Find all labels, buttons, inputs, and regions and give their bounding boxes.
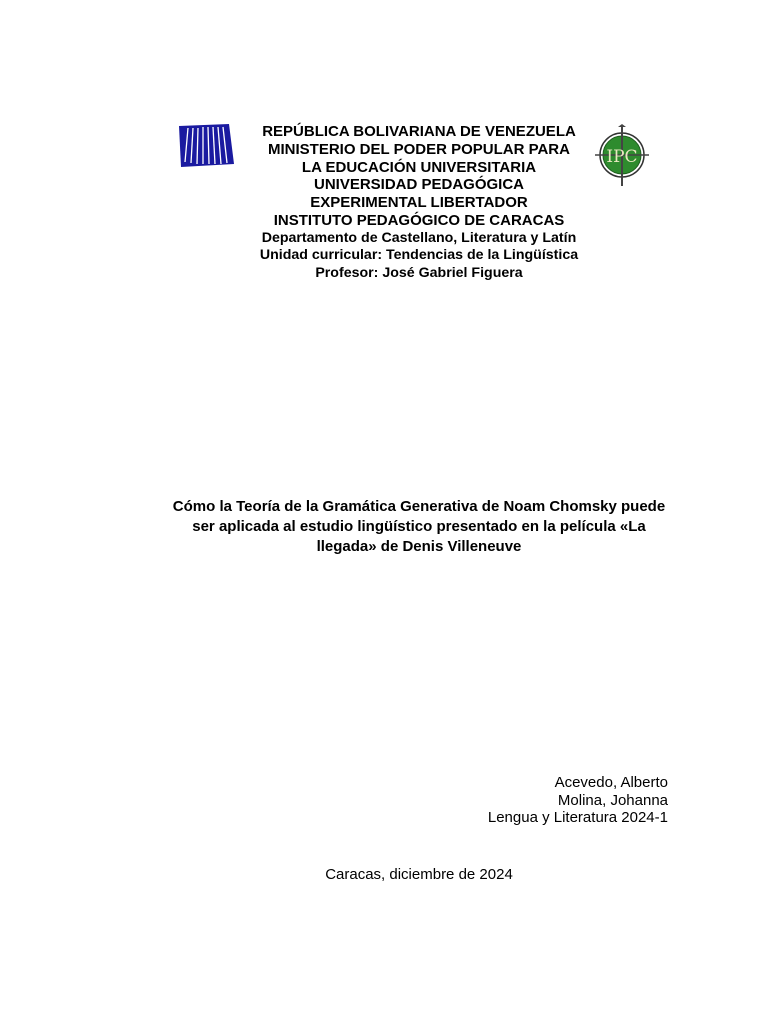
ipc-seal-text: IPC	[606, 147, 638, 167]
author-name: Acevedo, Alberto	[554, 774, 668, 791]
author-name: Molina, Johanna	[557, 791, 668, 809]
essay-title: Cómo la Teoría de la Gramática Generativa de Noam Chomsky puede ser aplicada al estudio lingüístico presentado en la película «La llegada» de Denis Villeneuve	[172, 498, 666, 555]
course-line: Unidad curricular: Tendencias de la Lingüística	[259, 247, 579, 264]
department-line: Departamento de Castellano, Literatura y Latín	[261, 229, 577, 246]
place-date: Caracas, diciembre de 2024	[325, 866, 513, 883]
authors-block	[368, 774, 668, 827]
program-section: Lengua y Literatura 2024-1	[487, 809, 668, 827]
header-line: EXPERIMENTAL LIBERTADOR	[310, 194, 528, 212]
header-line: INSTITUTO PEDAGÓGICO DE CARACAS	[273, 211, 565, 229]
professor-line: Profesor: José Gabriel Figuera	[315, 264, 523, 281]
header-line: LA EDUCACIÓN UNIVERSITARIA	[301, 158, 537, 176]
header-line: MINISTERIO DEL PODER POPULAR PARA	[268, 140, 570, 158]
header-line: UNIVERSIDAD PEDAGÓGICA	[313, 176, 525, 194]
header-line: REPÚBLICA BOLIVARIANA DE VENEZUELA	[262, 123, 576, 140]
institution-header	[170, 123, 668, 283]
